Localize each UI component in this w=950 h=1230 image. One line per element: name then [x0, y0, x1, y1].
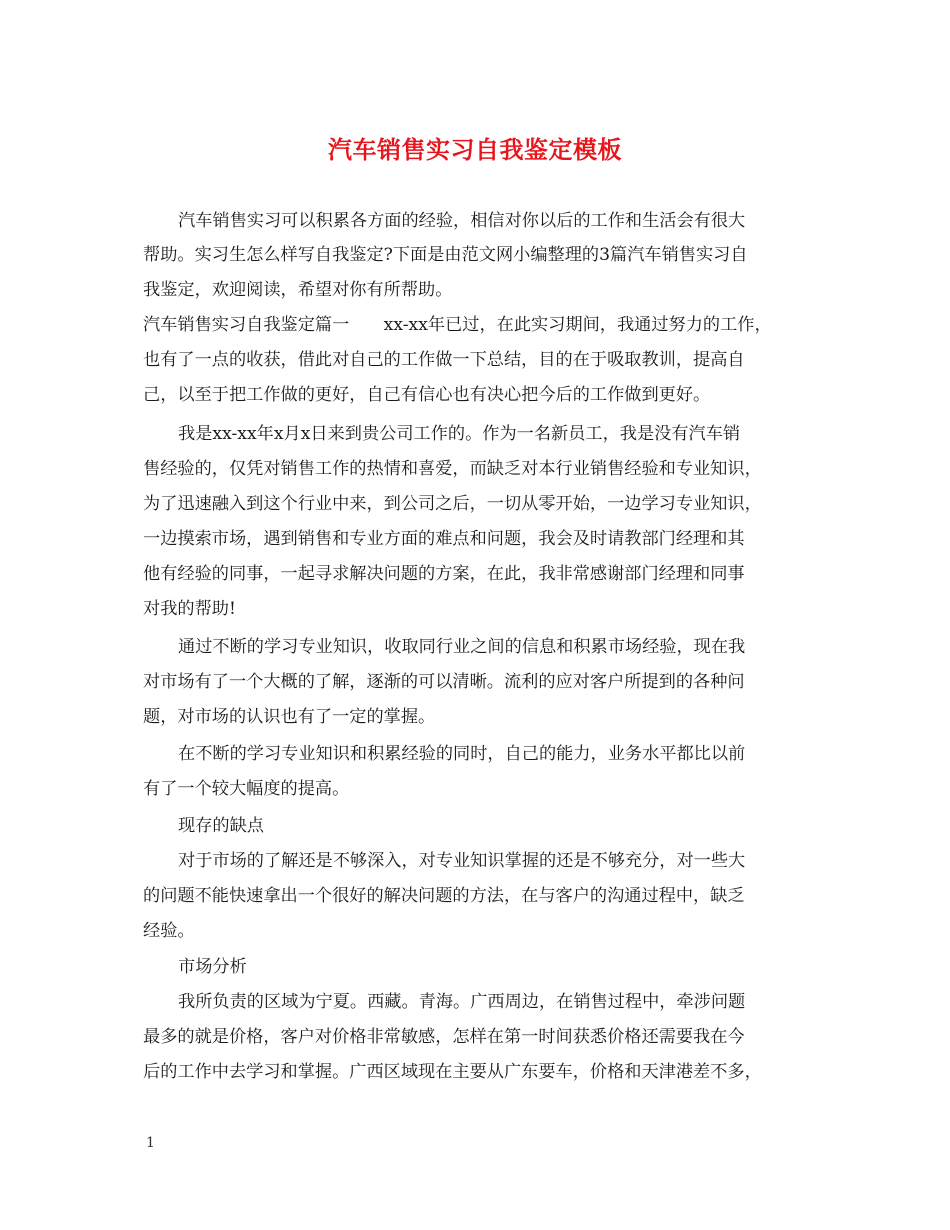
text-line: 汽车销售实习自我鉴定篇一 xx-xx年已过，在此实习期间，我通过努力的工作，	[143, 315, 772, 335]
text-line: 他有经验的同事，一起寻求解决问题的方案，在此，我非常感谢部门经理和同事	[143, 564, 745, 584]
text-line: 为了迅速融入到这个行业中来，到公司之后，一切从零开始，一边学习专业知识，	[143, 494, 762, 514]
text-line: 的问题不能快速拿出一个很好的解决问题的方法，在与客户的沟通过程中，缺乏	[143, 886, 745, 906]
text-line: 己，以至于把工作做的更好，自己有信心也有决心把今后的工作做到更好。	[143, 385, 711, 405]
section-heading: 现存的缺点	[178, 816, 264, 836]
text-line: 后的工作中去学习和掌握。广西区域现在主要从广东要车，价格和天津港差不多，	[143, 1062, 762, 1082]
text-line: 对我的帮助!	[143, 599, 236, 619]
text-line: 我所负责的区域为宁夏。西藏。青海。广西周边，在销售过程中，牵涉问题	[178, 992, 746, 1012]
text-line: 一边摸索市场，遇到销售和专业方面的难点和问题，我会及时请教部门经理和其	[143, 529, 745, 549]
text-line: 我是xx-xx年x月x日来到贵公司工作的。作为一名新员工，我是没有汽车销	[178, 424, 741, 444]
text-line: 通过不断的学习专业知识，收取同行业之间的信息和积累市场经验，现在我	[178, 637, 746, 657]
text-line: 帮助。实习生怎么样写自我鉴定?下面是由范文网小编整理的3篇汽车销售实习自	[143, 245, 748, 265]
text-line: 汽车销售实习可以积累各方面的经验，相信对你以后的工作和生活会有很大	[178, 211, 746, 231]
text-line: 售经验的，仅凭对销售工作的热情和喜爱，而缺乏对本行业销售经验和专业知识，	[143, 459, 762, 479]
text-line: 对于市场的了解还是不够深入，对专业知识掌握的还是不够充分，对一些大	[178, 851, 746, 871]
text-line: 有了一个较大幅度的提高。	[143, 779, 350, 799]
text-line: 题，对市场的认识也有了一定的掌握。	[143, 707, 436, 727]
text-line: 也有了一点的收获，借此对自己的工作做一下总结，目的在于吸取教训，提高自	[143, 350, 745, 370]
text-line: 最多的就是价格，客户对价格非常敏感，怎样在第一时间获悉价格还需要我在今	[143, 1027, 745, 1047]
text-line: 在不断的学习专业知识和积累经验的同时，自己的能力，业务水平都比以前	[178, 744, 746, 764]
text-line: 经验。	[143, 921, 195, 941]
page-number: 1	[146, 1135, 155, 1151]
text-line: 对市场有了一个大概的了解，逐渐的可以清晰。流利的应对客户所提到的各种问	[143, 672, 745, 692]
text-line: 我鉴定，欢迎阅读，希望对你有所帮助。	[143, 280, 453, 300]
document-title: 汽车销售实习自我鉴定模板	[328, 135, 622, 164]
section-heading: 市场分析	[178, 957, 247, 977]
